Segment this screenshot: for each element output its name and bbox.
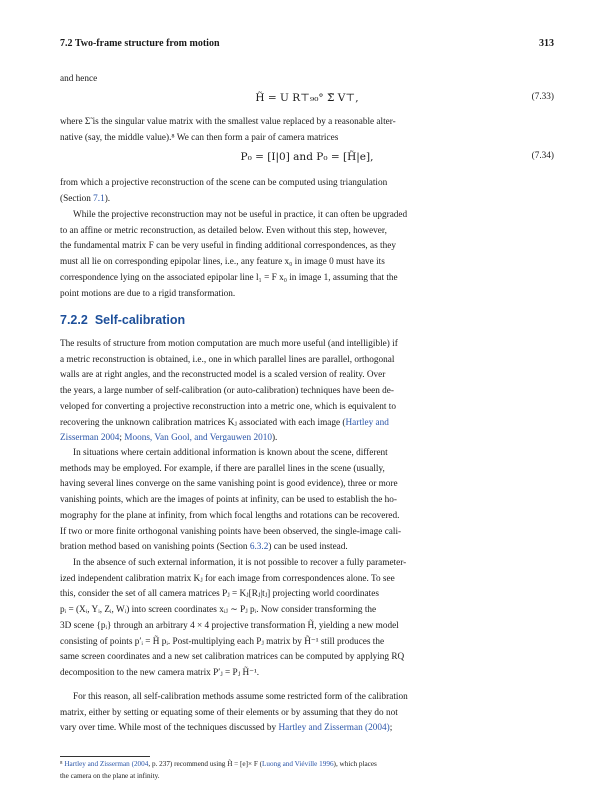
text-line: correspondence lying on the associated epipolar line l₁ = F x₀ in image 1, assuming that the <box>60 272 398 283</box>
text-line: point motions are due to a rigid transformation. <box>60 288 236 299</box>
text-line <box>60 690 554 706</box>
paragraph-upgraded <box>60 208 554 302</box>
paragraph-results <box>60 337 554 447</box>
text-line: decomposition to the new camera matrix P′ⱼ = Pⱼ H̃⁻¹. <box>60 667 260 678</box>
section-7-1-link[interactable]: 7.1 <box>93 193 105 204</box>
section-heading <box>60 313 185 327</box>
section-6-3-2-link[interactable]: 6.3.2 <box>249 542 269 553</box>
text-span: ), which places <box>333 760 377 768</box>
text-span: (Section <box>60 193 94 204</box>
text-line: having several lines converge on the same vanishing point is good evidence), three or more <box>60 479 398 490</box>
text-line: mography for the plane at infinity, from which focal lengths and rotations can be recovered. <box>60 510 400 521</box>
text-line <box>60 416 554 432</box>
running-header <box>60 38 554 49</box>
text-span: recovering the unknown calibration matrices Kⱼ associated with each image ( <box>60 417 346 428</box>
text-span: In situations where certain additional information is known about the scene, different <box>73 448 388 458</box>
footnote-rule <box>60 756 150 757</box>
text-line: If two or more finite orthogonal vanishing points have been observed, the single-image cali- <box>60 526 402 537</box>
citation-link[interactable]: Hartley and Zisserman (2004 <box>64 760 149 768</box>
text-span: , p. 237) recommend using H̃ = [e]× F ( <box>148 760 263 768</box>
equation-7-33-math: H̃ = U R⊤₉₀° Σ̃ V⊤, <box>255 92 359 104</box>
page-number: 313 <box>539 38 554 49</box>
text-line <box>60 446 554 462</box>
footnote-line <box>60 759 554 771</box>
text-line <box>60 721 554 737</box>
text-line: methods may be employed. For example, if there are parallel lines in the scene (usually, <box>60 463 385 474</box>
text-line: 3D scene {pᵢ} through an arbitrary 4 × 4 projective transformation H̃, yielding a new model <box>60 620 399 631</box>
text-span: For this reason, all self-calibration methods assume some restricted form of the calibration <box>73 692 408 702</box>
equation-7-34-math: P₀ = [I|0] and P₀ = [H̃|e], <box>240 151 374 163</box>
paragraph-reason <box>60 690 554 737</box>
text-line: pᵢ = (Xᵢ, Yᵢ, Zᵢ, Wᵢ) into screen coordinates xᵢⱼ ∼ Pⱼ pᵢ. Now consider transforming the <box>60 605 377 616</box>
text-span: ; <box>119 433 125 444</box>
text-line <box>60 431 554 447</box>
footnote <box>60 759 554 782</box>
text-span: While the projective reconstruction may not be useful in practice, it can often be upgraded <box>73 210 408 220</box>
text-line: same screen coordinates and a new set calibration matrices can be computed by applying RQ <box>60 652 405 663</box>
text-line: consisting of points p′ᵢ = H̃ pᵢ. Post-multiplying each Pⱼ matrix by H̃⁻¹ still produces the <box>60 636 385 647</box>
text-line: from which a projective reconstruction of the scene can be computed using triangulation <box>60 178 388 188</box>
paragraph-situations <box>60 446 554 556</box>
section-title: Self-calibration <box>94 313 186 327</box>
section-number: 7.2.2 <box>60 313 88 327</box>
text-line <box>60 556 554 572</box>
citation-link[interactable]: Hartley and <box>345 417 389 428</box>
text-span: ). <box>104 193 111 204</box>
text-line <box>60 540 554 556</box>
text-line: walls are at right angles, and the reconstructed model is a scaled version of reality. Over <box>60 370 386 381</box>
text-span: ; <box>389 723 393 734</box>
citation-link[interactable]: Hartley and Zisserman (2004) <box>278 723 390 734</box>
text-line: this, consider the set of all camera matrices Pⱼ = Kⱼ[Rⱼ|tⱼ] projecting world coordinates <box>60 589 379 600</box>
text-line: native (say, the middle value).⁸ We can then form a pair of camera matrices <box>60 132 339 143</box>
paragraph-projective <box>60 176 554 207</box>
footnote-mark: ⁸ <box>60 760 65 768</box>
equation-7-34 <box>60 151 554 167</box>
equation-7-34-number: (7.34) <box>531 151 554 161</box>
text-line: ized independent calibration matrix Kⱼ for each image from correspondences alone. To see <box>60 573 395 584</box>
text-span: In the absence of such external information, it is not possible to recover a fully parameter- <box>73 558 407 568</box>
text-line: a metric reconstruction is obtained, i.e., one in which parallel lines are parallel, orthogonal <box>60 354 395 365</box>
equation-7-33 <box>60 92 554 108</box>
text-line <box>60 208 554 224</box>
citation-link[interactable]: Zisserman 2004 <box>60 433 120 444</box>
citation-link[interactable]: Luong and Viéville 1996 <box>262 760 334 768</box>
text-span: bration method based on vanishing points (Section <box>60 542 250 553</box>
text-line <box>60 192 554 208</box>
text-line: the fundamental matrix F can be very useful in finding additional correspondences, as they <box>60 241 396 252</box>
text-line: must all lie on corresponding epipolar lines, i.e., any feature x₀ in image 0 must have its <box>60 257 385 268</box>
paragraph-absence <box>60 556 554 682</box>
text-line: The results of structure from motion computation are much more useful (and intelligible) if <box>60 339 398 349</box>
text-line: the years, a large number of self-calibration (or auto-calibration) techniques have been de- <box>60 386 394 397</box>
text-span: vary over time. While most of the techniques discussed by <box>60 723 279 734</box>
text-line: to an affine or metric reconstruction, as detailed below. Even without this step, however, <box>60 225 387 236</box>
and-hence-text: and hence <box>60 74 98 84</box>
text-line: matrix, either by setting or equating some of their elements or by assuming that they do not <box>60 707 398 718</box>
text-line: vanishing points, which are the images of points at infinity, can be used to establish the ho- <box>60 495 397 506</box>
footnote-line: the camera on the plane at infinity. <box>60 771 160 780</box>
header-section-title: 7.2 Two-frame structure from motion <box>60 38 220 49</box>
equation-7-33-number: (7.33) <box>531 92 554 102</box>
text-span: ). <box>271 433 278 444</box>
text-line: where Σ̃ is the singular value matrix with the smallest value replaced by a reasonable alter- <box>60 117 396 127</box>
citation-link[interactable]: Moons, Van Gool, and Vergauwen 2010 <box>124 433 272 444</box>
paragraph-where <box>60 115 554 146</box>
text-line: veloped for converting a projective reconstruction into a metric one, which is equivalent to <box>60 401 396 412</box>
text-span: ) can be used instead. <box>268 542 348 553</box>
